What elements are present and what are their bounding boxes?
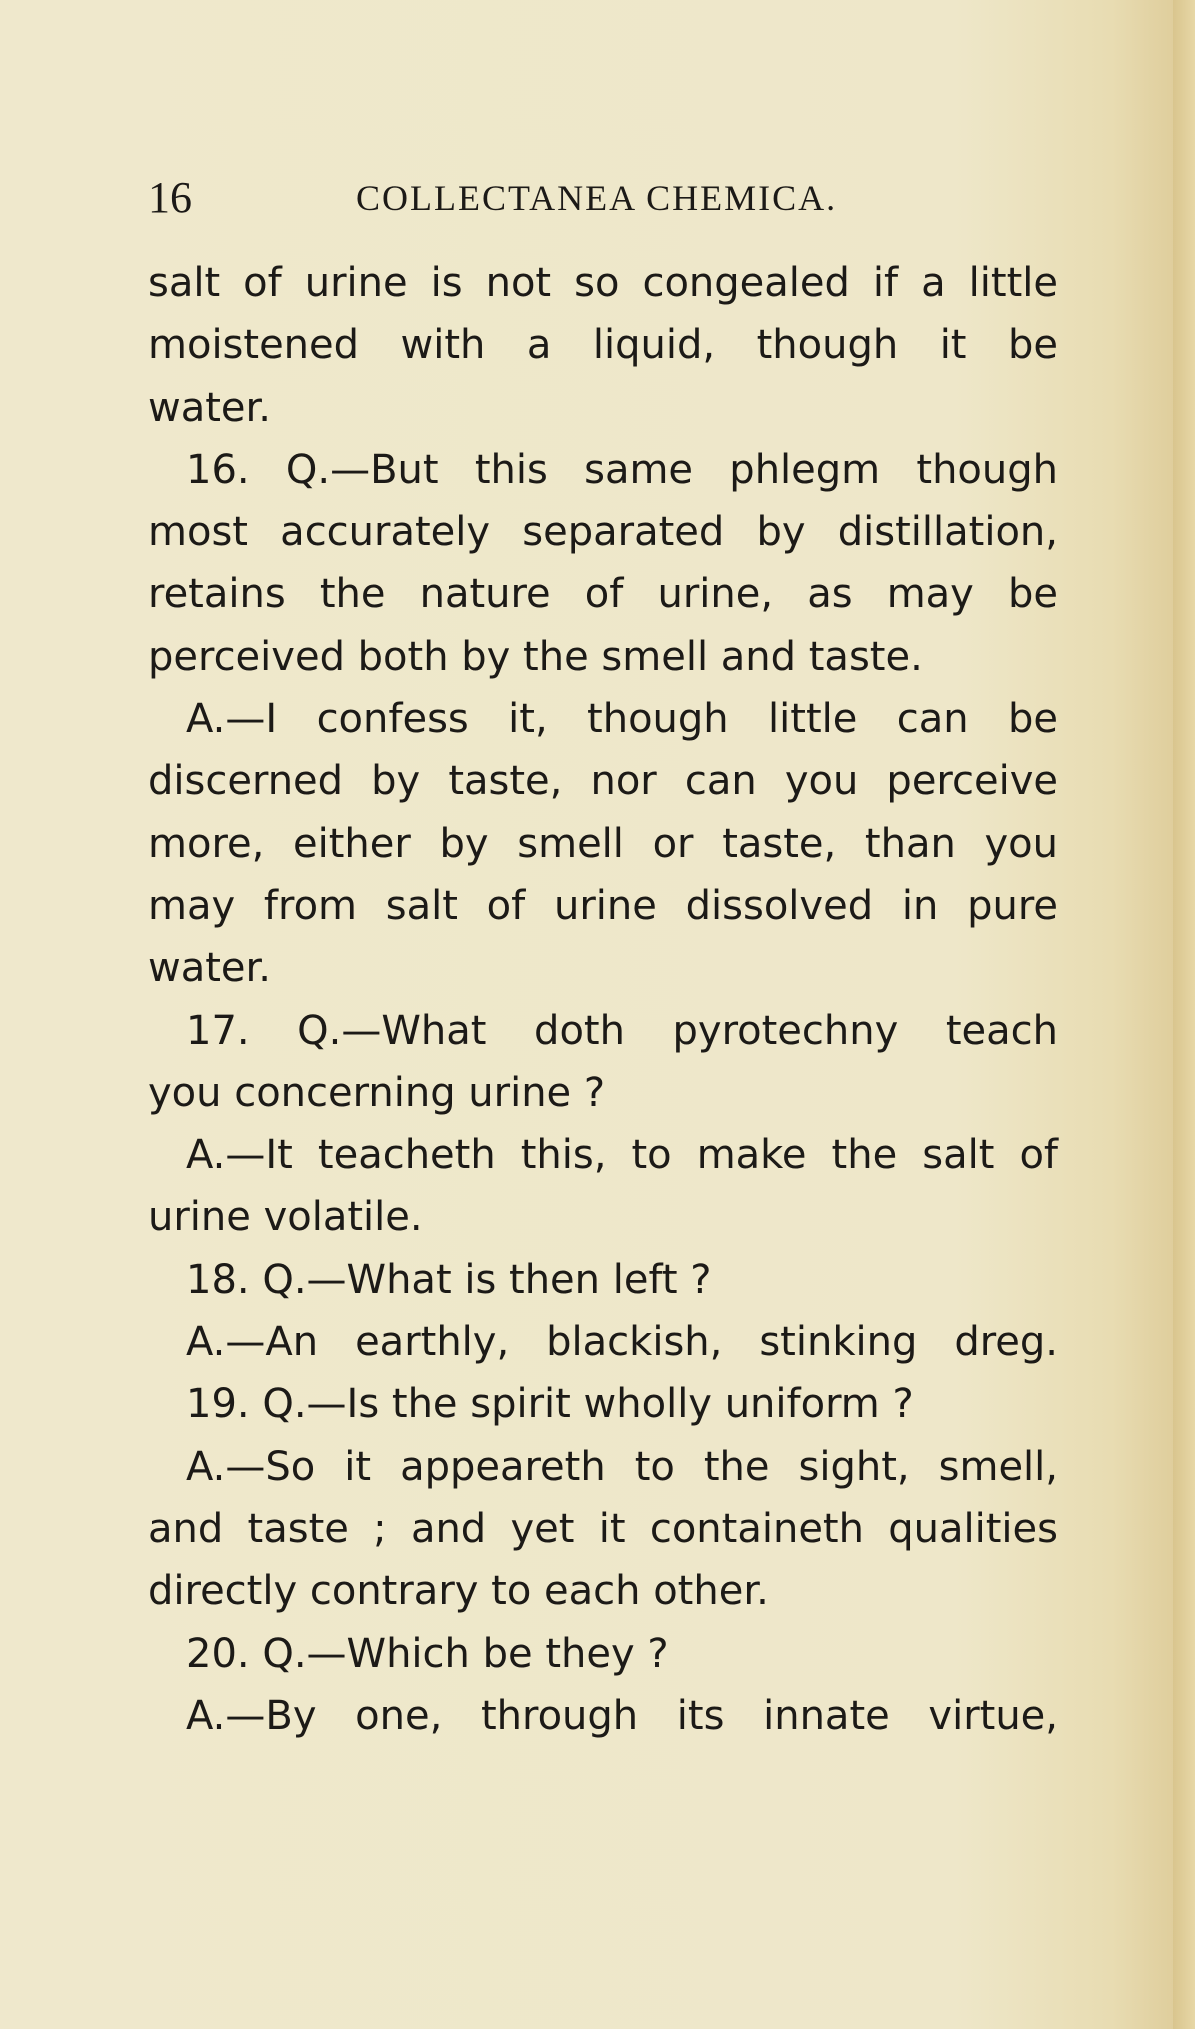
body-text: [148, 252, 1058, 1747]
text-line: directly contrary to each other.: [148, 1568, 769, 1615]
text-line: salt of urine is not so congealed if a little: [148, 260, 1058, 306]
text-line: A.—I confess it, though little can be: [186, 696, 1058, 743]
text-line: 16. Q.—But this same phlegm though: [186, 446, 1058, 493]
page-number: 16: [148, 173, 192, 222]
text-line: water.: [148, 384, 272, 431]
text-line: more, either by smell or taste, than you: [148, 820, 1058, 867]
text-line: most accurately separated by distillation,: [148, 509, 1058, 556]
text-line: discerned by taste, nor can you perceive: [148, 758, 1058, 805]
text-line: you concerning urine ?: [148, 1069, 606, 1116]
page-edge: [1173, 0, 1195, 2029]
running-title: COLLECTANEA CHEMICA.: [356, 178, 838, 218]
text-line: urine volatile.: [148, 1194, 423, 1241]
text-line: A.—By one, through its innate virtue,: [186, 1692, 1058, 1739]
text-line: retains the nature of urine, as may be: [148, 571, 1058, 618]
text-line: 19. Q.—Is the spirit wholly uniform ?: [186, 1381, 914, 1428]
text-line: 18. Q.—What is then left ?: [186, 1256, 712, 1303]
text-line: A.—It teacheth this, to make the salt of: [186, 1132, 1058, 1179]
text-line: perceived both by the smell and taste.: [148, 633, 923, 680]
text-line: water.: [148, 945, 272, 992]
text-line: A.—So it appeareth to the sight, smell,: [186, 1443, 1058, 1490]
running-head: [148, 168, 1048, 228]
text-line: moistened with a liquid, though it be: [148, 322, 1058, 369]
text-line: 17. Q.—What doth pyrotechny teach: [186, 1007, 1058, 1054]
text-line: 20. Q.—Which be they ?: [186, 1630, 669, 1677]
text-line: A.—An earthly, blackish, stinking dreg.: [186, 1319, 1058, 1366]
text-line: may from salt of urine dissolved in pure: [148, 882, 1058, 929]
text-line: and taste ; and yet it containeth qualities: [148, 1505, 1058, 1552]
